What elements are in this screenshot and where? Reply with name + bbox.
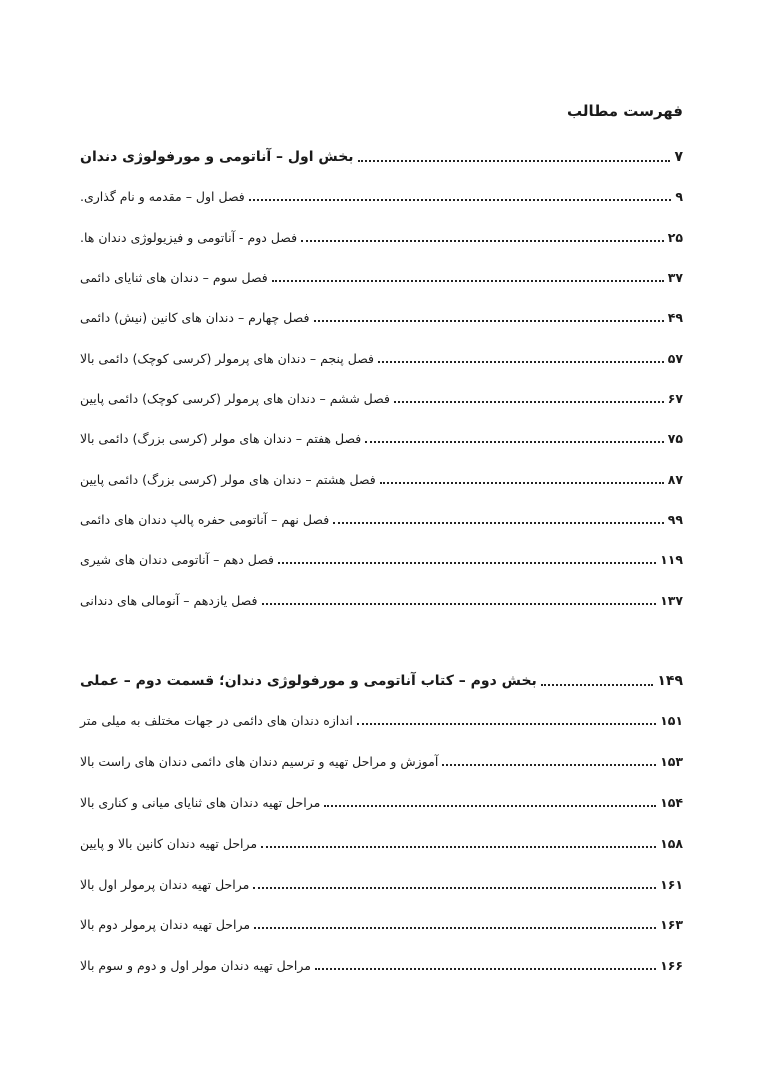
chapter-title: مراحل تهیه دندان پرمولر اول بالا <box>80 876 250 892</box>
toc-entry-p1-4[interactable] <box>80 304 683 330</box>
dot-leader <box>278 562 656 564</box>
chapter-title: فصل پنجم – دندان های پرمولر (کرسی کوچک) دائمی بالا <box>80 350 375 366</box>
toc-entry-p1-6[interactable] <box>80 385 683 411</box>
chapter-title: فصل ششم – دندان های پرمولر (کرسی کوچک) دائمی پایین <box>80 390 390 406</box>
page-number: ۹۹ <box>667 511 683 527</box>
chapter-title: مراحل تهیه دندان مولر اول و دوم و سوم بالا <box>80 957 311 973</box>
toc-entry-p2-5[interactable] <box>80 871 683 897</box>
part-title: بخش دوم – کتاب آناتومی و مورفولوژی دندان؛ قسمت دوم – عملی <box>80 673 537 689</box>
toc-entry-p1-11[interactable] <box>80 587 683 613</box>
dot-leader <box>253 887 656 889</box>
chapter-title: فصل دهم – آناتومی دندان های شیری <box>80 551 275 567</box>
toc-entry-p2-4[interactable] <box>80 830 683 856</box>
page-number: ۲۵ <box>667 229 683 245</box>
toc-title: فهرست مطالب <box>567 102 683 120</box>
chapter-title: فصل نهم – آناتومی حفره پالپ دندان های دائمی <box>80 511 330 527</box>
page-number: ۹ <box>675 188 683 204</box>
dot-leader <box>262 603 657 605</box>
dot-leader <box>378 361 664 363</box>
page-number: ۱۶۳ <box>660 916 683 932</box>
dot-leader <box>249 199 672 201</box>
toc-entry-p1-8[interactable] <box>80 466 683 492</box>
chapter-title: آموزش و مراحل تهیه و ترسیم دندان های دائمی دندان های راست بالا <box>80 753 439 769</box>
dot-leader <box>272 280 664 282</box>
part2-heading[interactable] <box>80 668 683 694</box>
toc-entry-p2-6[interactable] <box>80 911 683 937</box>
chapter-title: مراحل تهیه دندان پرمولر دوم بالا <box>80 916 251 932</box>
chapter-title: مراحل تهیه دندان کانین بالا و پایین <box>80 835 258 851</box>
chapter-title: فصل سوم – دندان های ثنایای دائمی <box>80 269 268 285</box>
page-number: ۱۵۴ <box>660 794 683 810</box>
page-number: ۱۶۶ <box>660 957 683 973</box>
dot-leader <box>380 482 664 484</box>
toc-entry-p2-1[interactable] <box>80 707 683 733</box>
dot-leader <box>261 846 656 848</box>
toc-entry-p1-2[interactable] <box>80 224 683 250</box>
dot-leader <box>333 522 664 524</box>
chapter-title: فصل یازدهم – آنومالی های دندانی <box>80 592 258 608</box>
dot-leader <box>541 684 654 686</box>
dot-leader <box>394 401 664 403</box>
page-number: ۶۷ <box>667 390 683 406</box>
dot-leader <box>315 968 656 970</box>
page-number: ۱۵۱ <box>660 712 683 728</box>
dot-leader <box>301 240 664 242</box>
dot-leader <box>324 805 656 807</box>
dot-leader <box>357 723 656 725</box>
chapter-title: فصل چهارم – دندان های کانین (نیش) دائمی <box>80 309 310 325</box>
toc-entry-p1-1[interactable] <box>80 183 683 209</box>
page-number: ۴۹ <box>667 309 683 325</box>
toc-entry-p1-9[interactable] <box>80 506 683 532</box>
chapter-title: فصل دوم - آناتومی و فیزیولوژی دندان ها. <box>80 229 298 245</box>
page-number: ۱۴۹ <box>657 673 683 689</box>
page-number: ۵۷ <box>667 350 683 366</box>
dot-leader <box>358 160 671 162</box>
page-number: ۱۵۸ <box>660 835 683 851</box>
toc-entry-p2-7[interactable] <box>80 952 683 978</box>
page-number: ۳۷ <box>667 269 683 285</box>
page-number: ۱۵۳ <box>660 753 683 769</box>
chapter-title: فصل هشتم – دندان های مولر (کرسی بزرگ) دائمی پایین <box>80 471 376 487</box>
toc-entry-p1-7[interactable] <box>80 425 683 451</box>
dot-leader <box>365 441 663 443</box>
page-number: ۸۷ <box>667 471 683 487</box>
page-number: ۱۳۷ <box>660 592 683 608</box>
dot-leader <box>314 320 664 322</box>
dot-leader <box>254 927 656 929</box>
chapter-title: فصل هفتم – دندان های مولر (کرسی بزرگ) دائمی بالا <box>80 430 362 446</box>
toc-entry-p1-3[interactable] <box>80 264 683 290</box>
toc-entry-p2-3[interactable] <box>80 789 683 815</box>
toc-entry-p2-2[interactable] <box>80 748 683 774</box>
toc-entry-p1-5[interactable] <box>80 345 683 371</box>
chapter-title: فصل اول – مقدمه و نام گذاری. <box>80 188 245 204</box>
chapter-title: مراحل تهیه دندان های ثنایای میانی و کناری بالا <box>80 794 321 810</box>
chapter-title: اندازه دندان های دائمی در جهات مختلف به میلی متر <box>80 712 353 728</box>
page-number: ۷۵ <box>667 430 683 446</box>
page-number: ۱۶۱ <box>660 876 683 892</box>
part1-heading[interactable] <box>80 144 683 170</box>
dot-leader <box>442 764 656 766</box>
part-title: بخش اول – آناتومی و مورفولوژی دندان <box>80 149 354 165</box>
toc-entry-p1-10[interactable] <box>80 546 683 572</box>
page-number: ۷ <box>674 149 683 165</box>
page-number: ۱۱۹ <box>660 551 683 567</box>
